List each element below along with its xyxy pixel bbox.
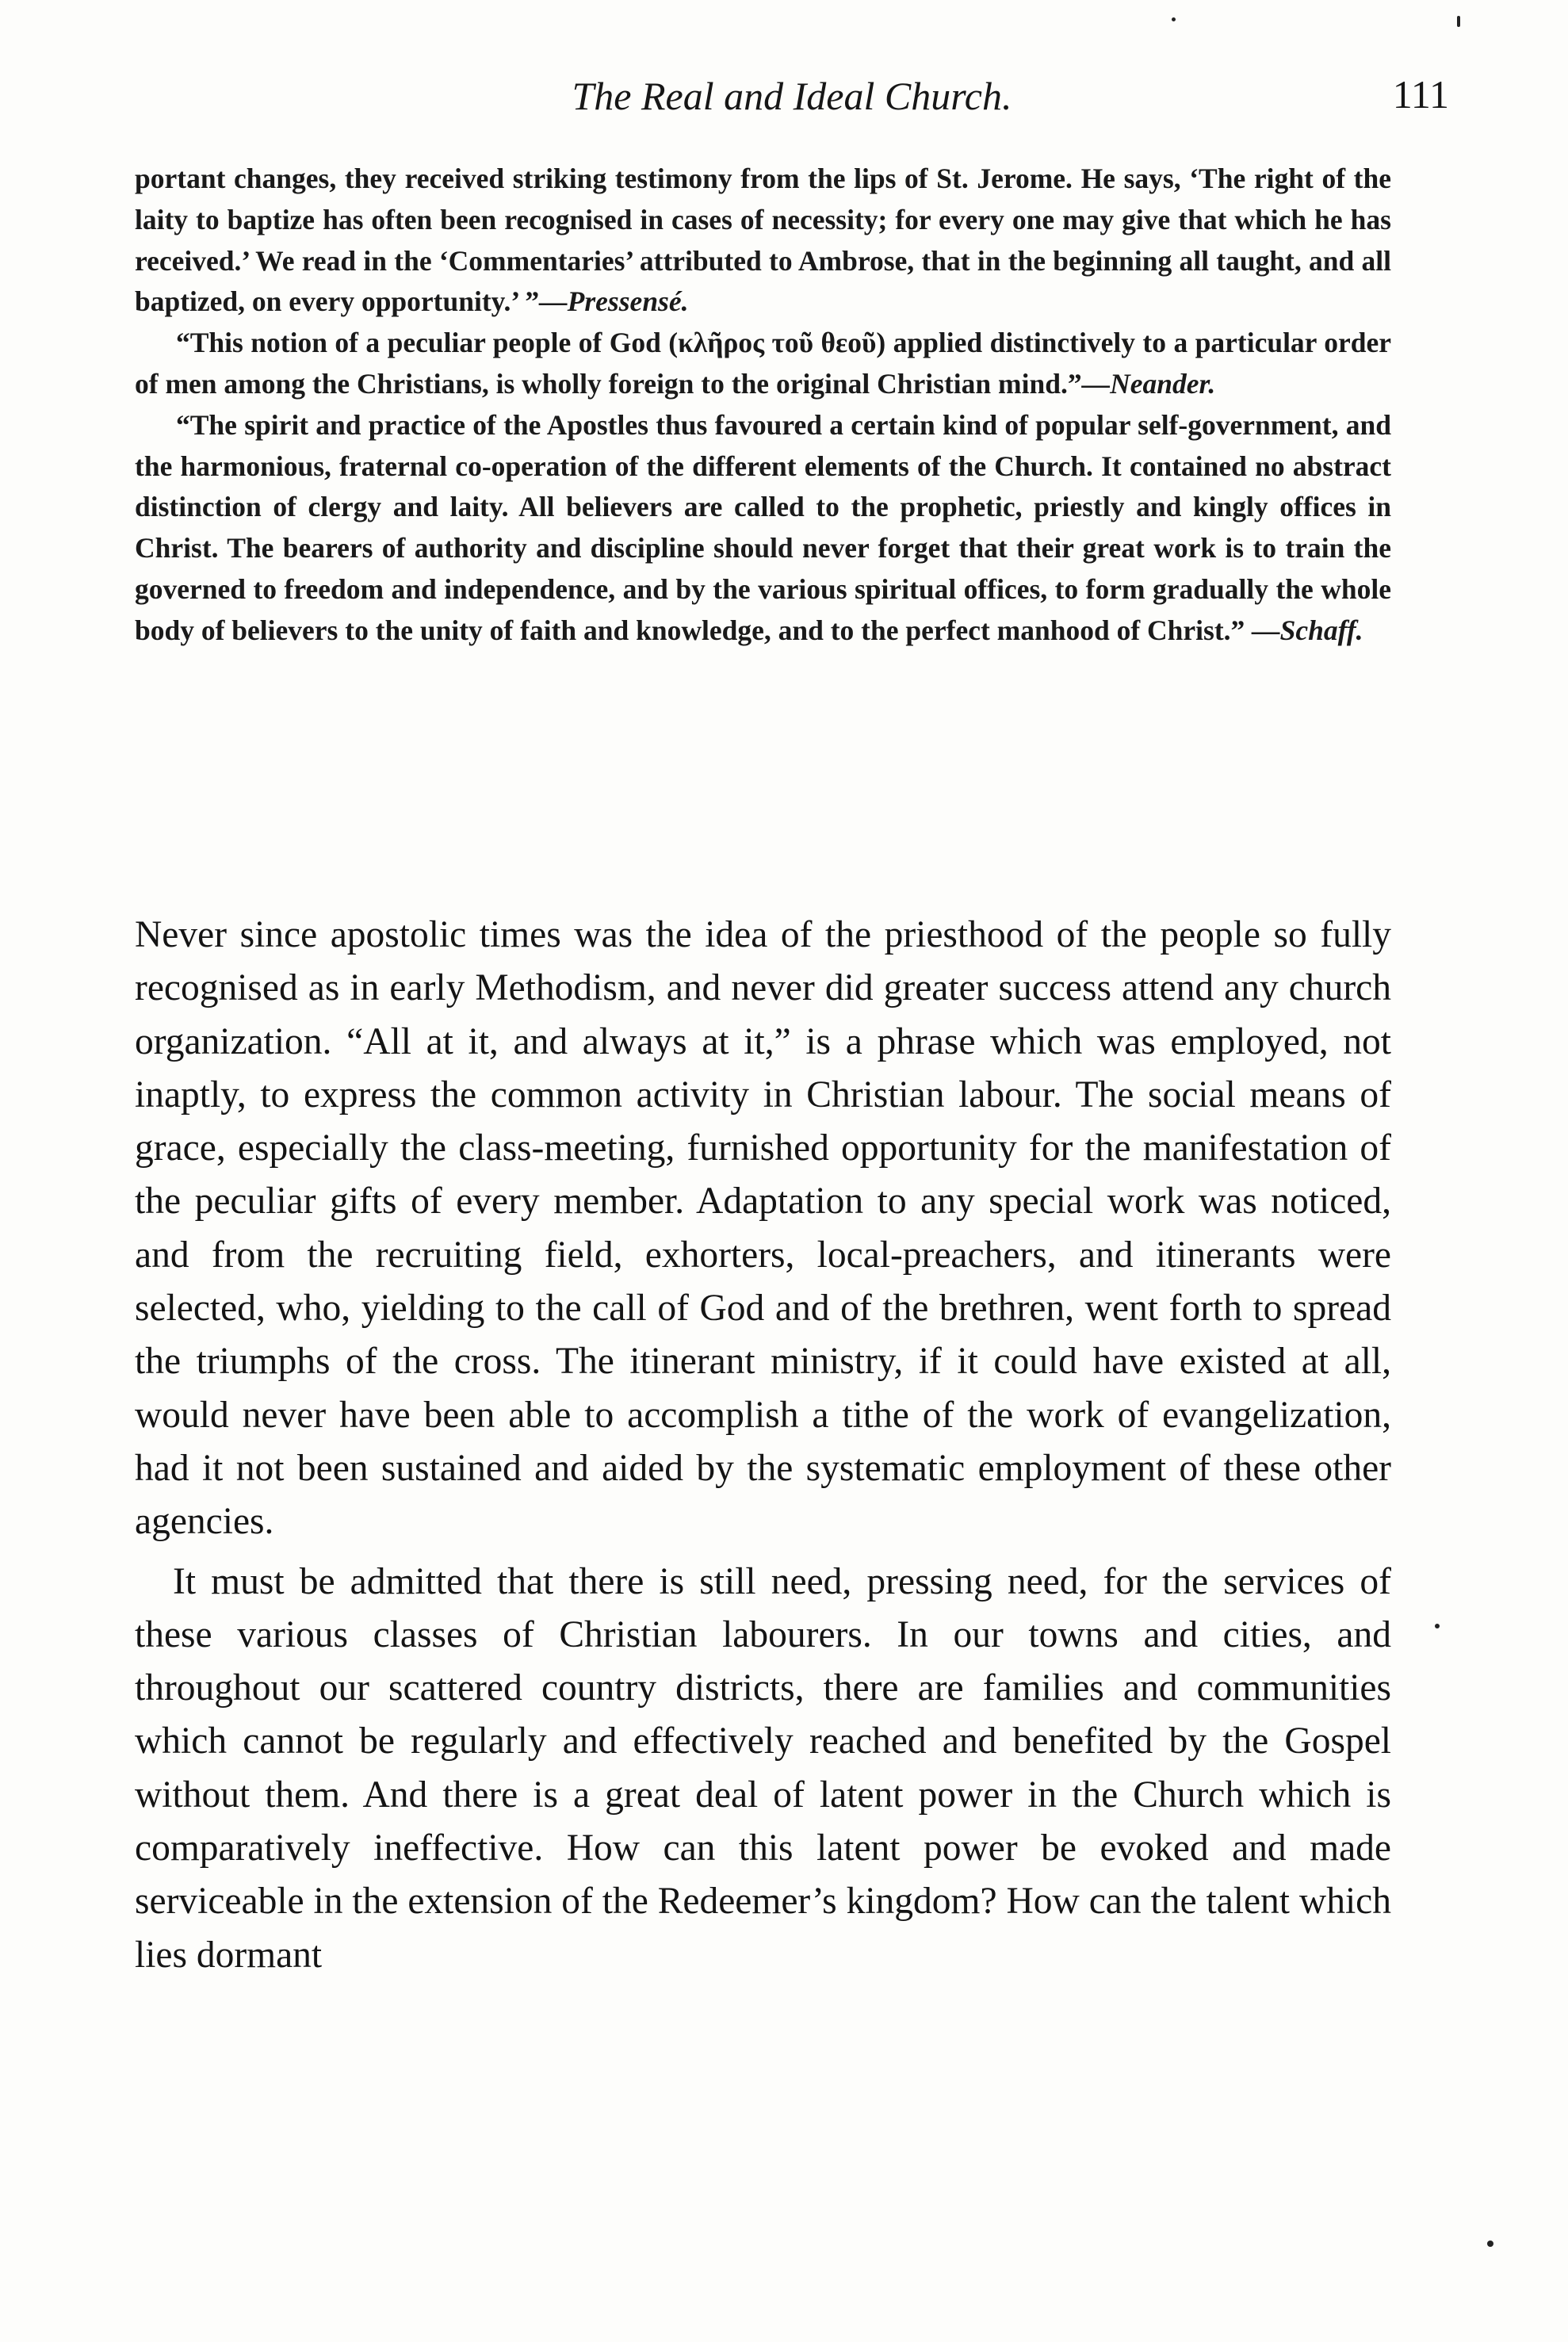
quote-attribution: —Schaff. — [1245, 614, 1363, 646]
quote-schaff — [135, 405, 1391, 652]
body-paragraph: It must be admitted that there is still need, pressing need, for the services of these various classes of Christian labourers. In our towns and cities, and throughout our scattered country districts, there are families and communities which cannot be regularly and effectively reached and benefited by the Gospel without them. And there is a great deal of latent power in the Church which is comparatively ineffective. How can this latent power be evoked and made serviceable in the extension of the Redeemer’s kingdom? How can the talent which lies dormant — [135, 1560, 1391, 1976]
quote-text: “The spirit and practice of the Apostles thus favoured a certain kind of popular self-government, and the harmonious, fraternal co-operation of the different elements of the Church. It contained no abstract distinction of clergy and laity. All believers are called to the prophetic, priestly and kingly offices in Christ. The bearers of authority and discipline should never forget that their great work is to train the governed to freedom and independence, and by the various spiritual offices, to form gradually the whole body of believers to the unity of faith and knowledge, and to the perfect manhood of Christ.” — [135, 408, 1391, 646]
print-speck — [1435, 1624, 1440, 1628]
quote-attribution: —Pressensé. — [539, 285, 689, 318]
quote-text: “This notion of a peculiar people of God (κλῆρος τοῦ θεοῦ) applied distinctively to a particular order of men among the Christians, is wholly foreign to the original Christian mind.” — [135, 327, 1391, 400]
quote-text: portant changes, they received striking testimony from the lips of St. Jerome. He says, ‘The right of the laity to baptize has often been recognised in cases of necessity; for every one may give that which he has received.’ We read in the ‘Commentaries’ attributed to Ambrose, that in the beginning all taught, and all baptized, on every opportunity.’ ” — [135, 163, 1391, 318]
quote-neander — [135, 323, 1391, 405]
quote-pressense — [135, 159, 1391, 323]
print-speck — [1487, 2241, 1493, 2247]
body-text — [135, 909, 1391, 1982]
page-header — [135, 70, 1449, 125]
quote-attribution: —Neander. — [1081, 367, 1216, 400]
footnote-quotations — [135, 159, 1391, 652]
body-paragraph: Never since apostolic times was the idea of the priesthood of the people so fully recognised as in early Methodism, and never did greater success attend any church organization. “All at it, and always at it,” is a phrase which was employed, not inaptly, to express the common activity in Christian labour. The social means of grace, especially the class-meeting, furnished opportunity for the manifestation of the peculiar gifts of every member. Adaptation to any special work was noticed, and from the recruiting field, exhorters, local-preachers, and itinerants were selected, who, yielding to the call of God and of the brethren, went forth to spread the triumphs of the cross. The itinerant ministry, if it could have existed at all, would never have been able to accomplish a tithe of the work of evangelization, had it not been sustained and aided by the systematic employment of these other agencies. — [135, 914, 1391, 1543]
running-head: The Real and Ideal Church. — [572, 74, 1012, 118]
print-speck — [1172, 17, 1176, 21]
page-number: 111 — [1392, 72, 1449, 117]
print-speck — [1457, 16, 1460, 27]
